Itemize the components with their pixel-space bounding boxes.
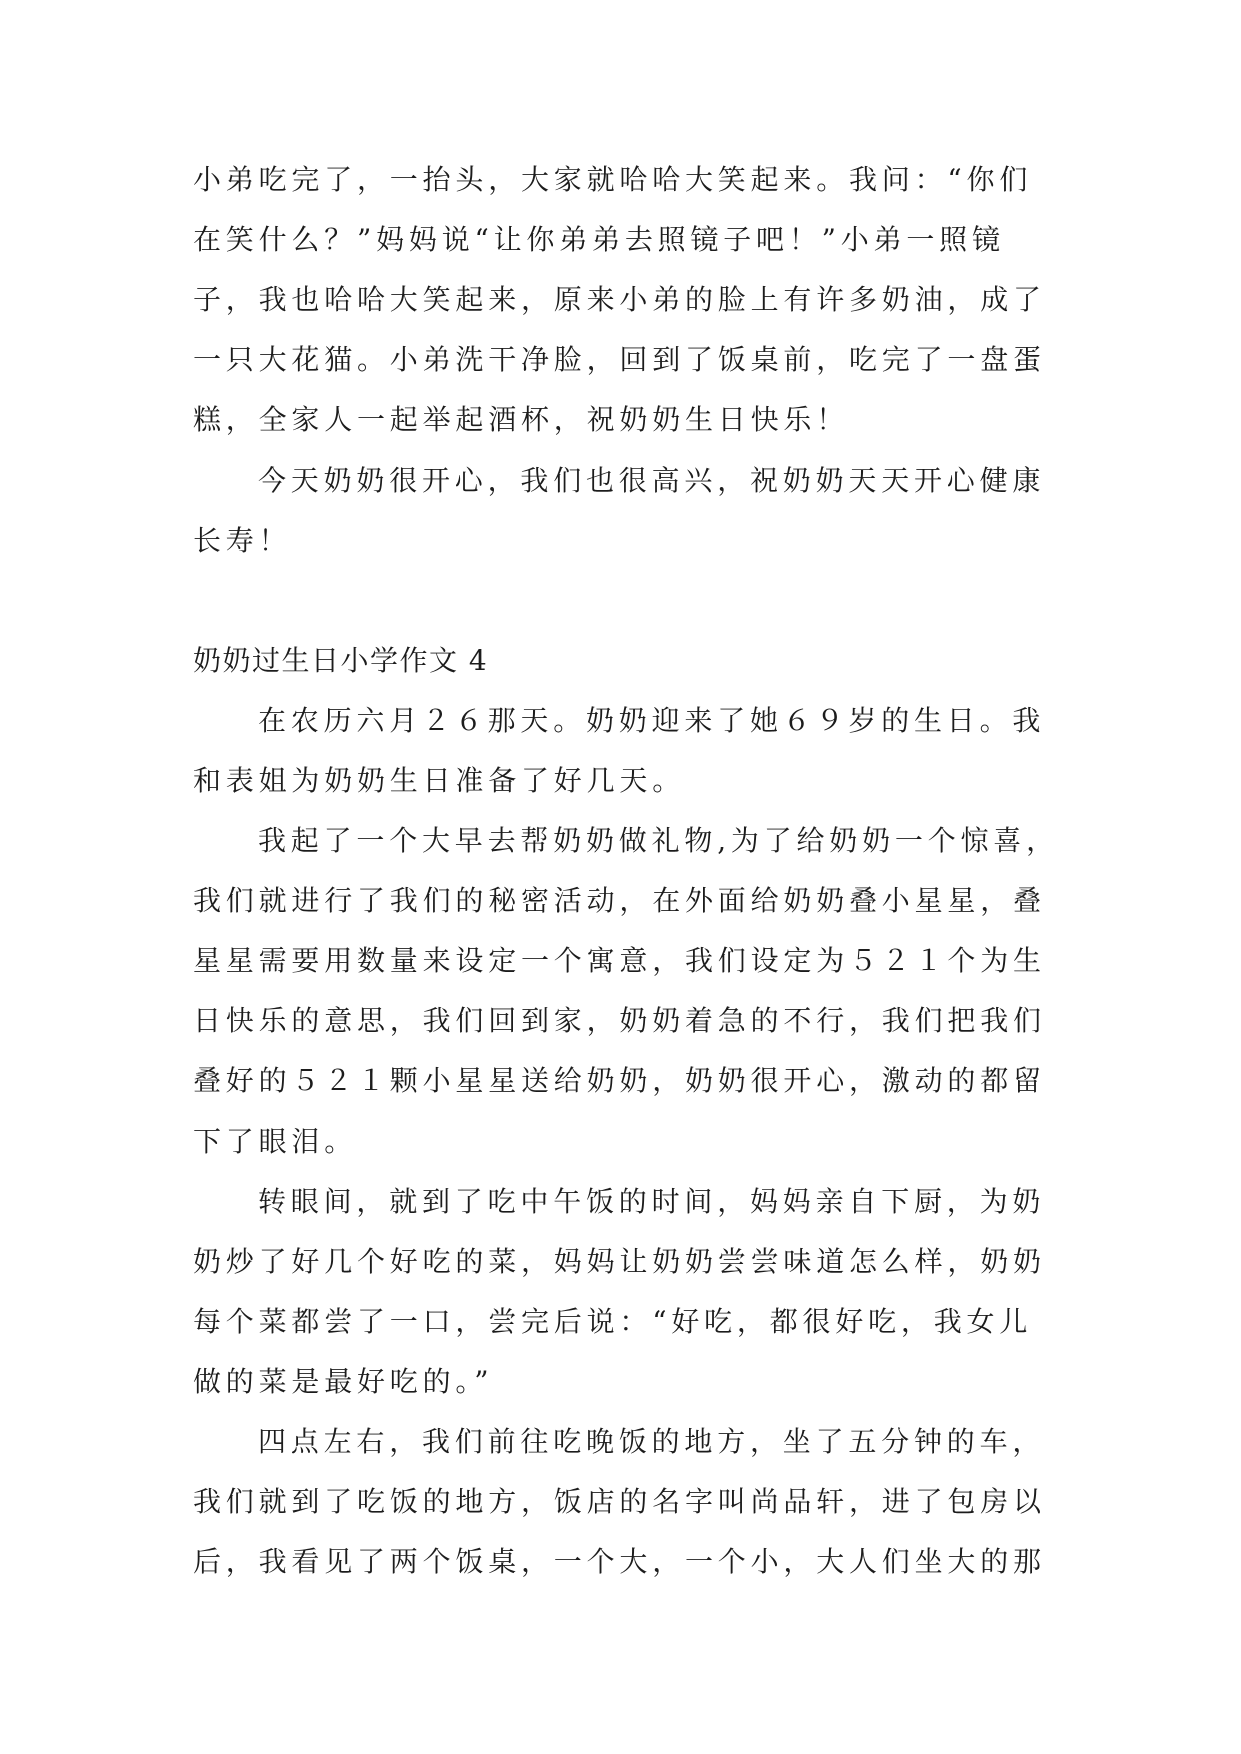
body-text-line: 和表姐为奶奶生日准备了好几天。 (193, 764, 686, 797)
body-text-line: 奶炒了好几个好吃的菜，妈妈让奶奶尝尝味道怎么样，奶奶 (193, 1245, 1046, 1278)
body-text-line: 在笑什么？”妈妈说“让你弟弟去照镜子吧！”小弟一照镜 (193, 223, 1005, 256)
body-text-line: 转眼间，就到了吃中午饭的时间，妈妈亲自下厨，为奶 (258, 1185, 1046, 1218)
body-text-line: 我们就进行了我们的秘密活动，在外面给奶奶叠小星星，叠 (193, 884, 1046, 917)
body-text-line: 小弟吃完了，一抬头，大家就哈哈大笑起来。我问：“你们 (193, 163, 1033, 196)
body-text-line: 四点左右，我们前往吃晚饭的地方，坐了五分钟的车， (258, 1425, 1046, 1458)
body-text-line: 叠好的５２１颗小星星送给奶奶，奶奶很开心，激动的都留 (193, 1064, 1046, 1097)
body-text-line: 我们就到了吃饭的地方，饭店的名字叫尚品轩，进了包房以 (193, 1485, 1046, 1518)
body-text-line: 每个菜都尝了一口，尝完后说：“好吃，都很好吃，我女儿 (193, 1305, 1033, 1338)
body-text-line: 日快乐的意思，我们回到家，奶奶着急的不行，我们把我们 (193, 1004, 1046, 1037)
body-text-line: 在农历六月２６那天。奶奶迎来了她６９岁的生日。我 (258, 704, 1046, 737)
body-text-line: 今天奶奶很开心，我们也很高兴，祝奶奶天天开心健康 (258, 464, 1046, 497)
body-text-line: 长寿！ (193, 524, 292, 557)
body-text-line: 后，我看见了两个饭桌，一个大，一个小，大人们坐大的那 (193, 1545, 1046, 1578)
body-text-line: 做的菜是最好吃的。” (193, 1365, 494, 1398)
body-text-line: 糕，全家人一起举起酒杯，祝奶奶生日快乐！ (193, 403, 850, 436)
body-text-line: 下了眼泪。 (193, 1125, 358, 1158)
body-text-line: 子，我也哈哈大笑起来，原来小弟的脸上有许多奶油，成了 (193, 283, 1046, 316)
body-text-line: 我起了一个大早去帮奶奶做礼物,为了给奶奶一个惊喜， (258, 824, 1059, 857)
body-text-line: 星星需要用数量来设定一个寓意，我们设定为５２１个为生 (193, 944, 1046, 977)
body-text-line: 一只大花猫。小弟洗干净脸，回到了饭桌前，吃完了一盘蛋 (193, 343, 1046, 376)
essay-title: 奶奶过生日小学作文 4 (193, 644, 489, 677)
